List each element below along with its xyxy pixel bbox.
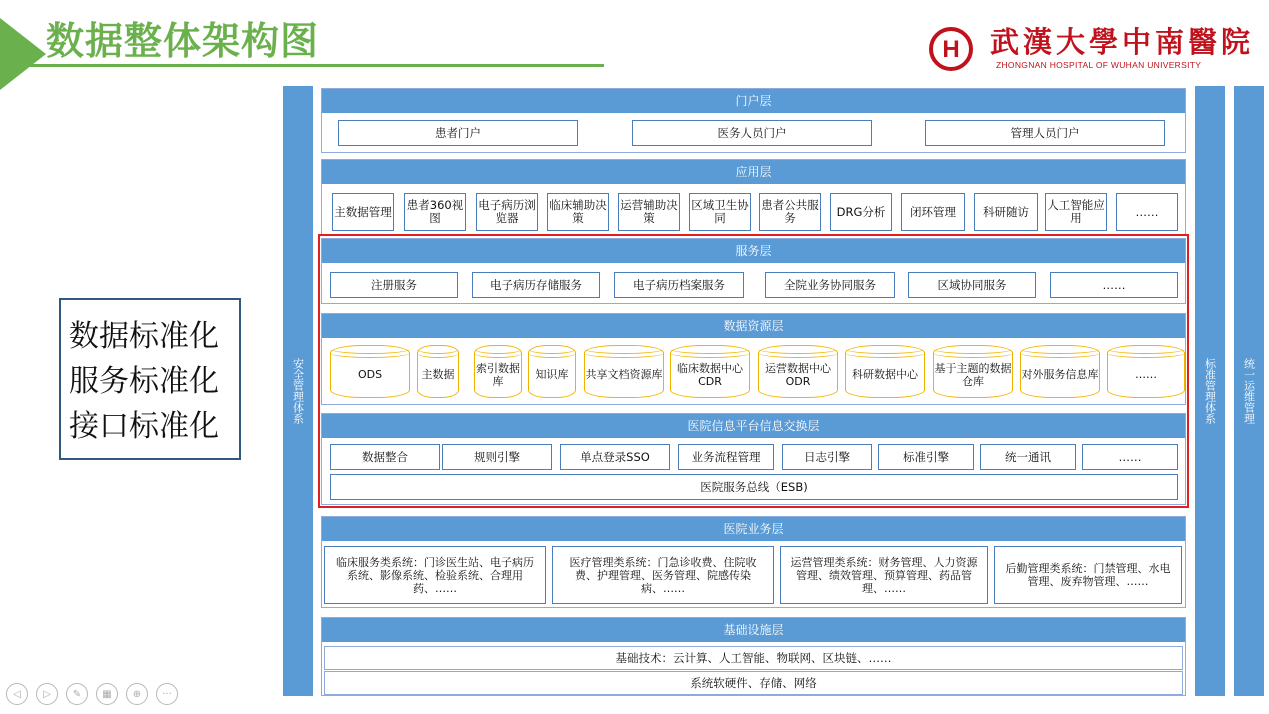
service-item: 全院业务协同服务: [765, 272, 895, 298]
more-icon[interactable]: ···: [156, 683, 178, 705]
app-item: 临床辅助决策: [547, 193, 609, 231]
note-line: 接口标准化: [69, 409, 219, 444]
service-item: 区域协同服务: [908, 272, 1036, 298]
business-layer: [321, 516, 1186, 608]
database-item: 共享文档资源库: [584, 345, 664, 398]
logo-chinese-name: 武漢大學中南醫院: [990, 25, 1255, 59]
app-item: 区域卫生协同: [689, 193, 751, 231]
portal-layer: [321, 88, 1186, 153]
pen-icon[interactable]: ✎: [66, 683, 88, 705]
layer-title: 基础设施层: [322, 618, 1185, 642]
layer-title: 服务层: [322, 239, 1185, 263]
business-item: 后勤管理类系统：门禁管理、水电管理、废弃物管理、……: [994, 546, 1182, 604]
infra-item: 基础技术：云计算、人工智能、物联网、区块链、……: [324, 646, 1183, 670]
exchange-item: 数据整合: [330, 444, 440, 470]
layer-title: 门户层: [322, 89, 1185, 113]
layer-title: 应用层: [322, 160, 1185, 184]
app-item: 科研随访: [974, 193, 1038, 231]
service-item: 电子病历存储服务: [472, 272, 600, 298]
data-resource-layer: [321, 313, 1186, 405]
database-item: ODS: [330, 345, 410, 398]
exchange-item: 日志引擎: [782, 444, 872, 470]
header-triangle: [0, 18, 46, 90]
app-item: DRG分析: [830, 193, 892, 231]
exchange-item: 规则引擎: [442, 444, 552, 470]
logo-english-name: ZHONGNAN HOSPITAL OF WUHAN UNIVERSITY: [996, 60, 1202, 70]
app-item: 主数据管理: [332, 193, 394, 231]
exchange-layer: [321, 413, 1186, 505]
exchange-item: 业务流程管理: [678, 444, 774, 470]
hospital-logo-icon: [928, 26, 974, 72]
note-line: 数据标准化: [69, 319, 219, 354]
service-layer: [321, 238, 1186, 304]
service-item: 电子病历档案服务: [614, 272, 744, 298]
exchange-item: 统一通讯: [980, 444, 1076, 470]
database-item: 运营数据中心ODR: [758, 345, 838, 398]
standardization-note: [59, 298, 241, 460]
service-item: 注册服务: [330, 272, 458, 298]
portal-item: 管理人员门户: [925, 120, 1165, 146]
database-item: 基于主题的数据仓库: [933, 345, 1013, 398]
database-item: 临床数据中心CDR: [670, 345, 750, 398]
app-item: ……: [1116, 193, 1178, 231]
database-item: 科研数据中心: [845, 345, 925, 398]
security-management-bar: 安全管理体系: [283, 86, 313, 696]
unified-ops-bar: 统一运维管理: [1234, 86, 1264, 696]
infra-item: 系统软硬件、存储、网络: [324, 671, 1183, 695]
exchange-item: 单点登录SSO: [560, 444, 670, 470]
database-item: ……: [1107, 345, 1185, 398]
note-line: 服务标准化: [69, 364, 219, 399]
slides-icon[interactable]: ▦: [96, 683, 118, 705]
esb-bus: 医院服务总线（ESB): [330, 474, 1178, 500]
layer-title: 医院业务层: [322, 517, 1185, 541]
app-item: 闭环管理: [901, 193, 965, 231]
portal-item: 患者门户: [338, 120, 578, 146]
app-item: 人工智能应用: [1045, 193, 1107, 231]
business-item: 运营管理类系统：财务管理、人力资源管理、绩效管理、预算管理、药品管理、……: [780, 546, 988, 604]
svg-text:H: H: [942, 36, 960, 63]
portal-item: 医务人员门户: [632, 120, 872, 146]
database-item: 知识库: [528, 345, 576, 398]
standard-management-bar: 标准管理体系: [1195, 86, 1225, 696]
exchange-item: 标准引擎: [878, 444, 974, 470]
page-title: 数据整体架构图: [46, 19, 320, 63]
database-item: 对外服务信息库: [1020, 345, 1100, 398]
app-item: 运营辅助决策: [618, 193, 680, 231]
application-layer: [321, 159, 1186, 235]
service-item: ……: [1050, 272, 1178, 298]
zoom-icon[interactable]: ⊕: [126, 683, 148, 705]
prev-icon[interactable]: ◁: [6, 683, 28, 705]
database-item: 主数据: [417, 345, 459, 398]
header-underline: [0, 64, 604, 67]
database-item: 索引数据库: [474, 345, 522, 398]
app-item: 患者公共服务: [759, 193, 821, 231]
business-item: 医疗管理类系统：门急诊收费、住院收费、护理管理、医务管理、院感传染病、……: [552, 546, 774, 604]
infrastructure-layer: [321, 617, 1186, 696]
app-item: 患者360视图: [404, 193, 466, 231]
business-item: 临床服务类系统：门诊医生站、电子病历系统、影像系统、检验系统、合理用药、……: [324, 546, 546, 604]
next-icon[interactable]: ▷: [36, 683, 58, 705]
layer-title: 数据资源层: [322, 314, 1185, 338]
layer-title: 医院信息平台信息交换层: [322, 414, 1185, 438]
exchange-item: ……: [1082, 444, 1178, 470]
slide-nav-toolbar: [6, 683, 178, 705]
app-item: 电子病历浏览器: [476, 193, 538, 231]
